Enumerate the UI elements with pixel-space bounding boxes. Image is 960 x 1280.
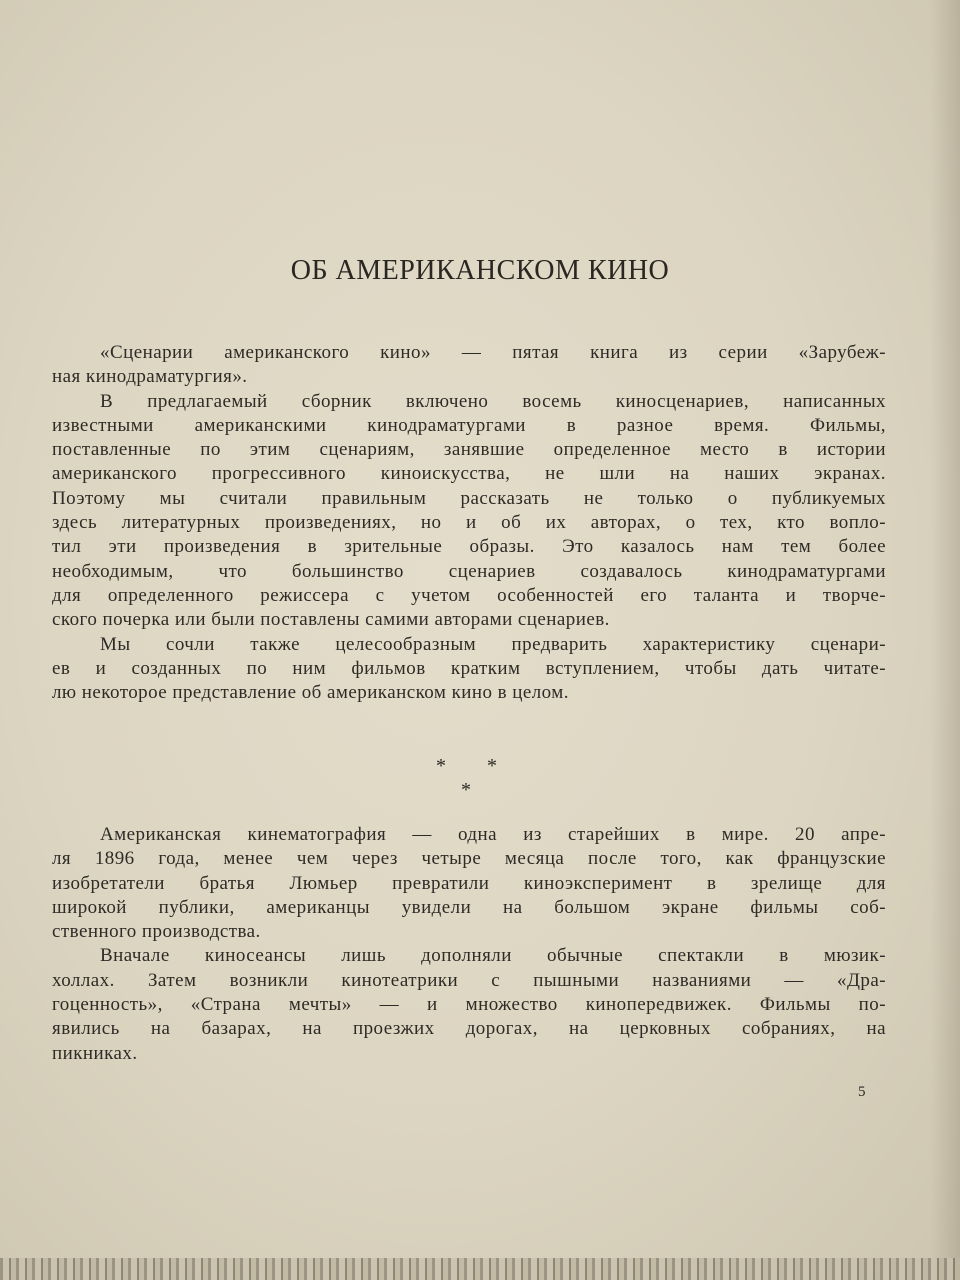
text-line: Поэтому мы считали правильным рассказать не только о публикуемых xyxy=(52,487,886,509)
asterisk-icon: * xyxy=(436,755,446,777)
text-line: тил эти произведения в зрительные образы. Это казалось нам тем более xyxy=(52,536,886,558)
text-line: Вначале киносеансы лишь дополняли обычные спектакли в мюзик- xyxy=(100,945,886,967)
text-line: холлах. Затем возникли кинотеатрики с пышными названиями — «Дра- xyxy=(52,969,886,991)
body-text xyxy=(52,823,886,1066)
asterisk-icon: * xyxy=(487,755,497,777)
text-line: гоценность», «Страна мечты» — и множество кинопередвижек. Фильмы по- xyxy=(52,994,886,1016)
page-number: 5 xyxy=(858,1084,866,1100)
asterisk-icon: * xyxy=(461,779,471,801)
text-line: пикниках. xyxy=(52,1042,138,1064)
text-line: явились на базарах, на проезжих дорогах, на церковных собраниях, на xyxy=(52,1018,886,1040)
text-line: ная кинодраматургия». xyxy=(52,366,248,388)
text-line: здесь литературных произведениях, но и об их авторах, о тех, кто вопло- xyxy=(52,512,886,534)
text-line: необходимым, что большинство сценариев создавалось кинодраматургами xyxy=(52,560,886,582)
text-line: изобретатели братья Люмьер превратили киноэксперимент в зрелище для xyxy=(52,872,886,894)
text-line: «Сценарии американского кино» — пятая книга из серии «Зарубеж- xyxy=(100,342,886,363)
chapter-title: ОБ АМЕРИКАНСКОМ КИНО xyxy=(290,255,670,286)
text-line: Американская кинематография — одна из старейших в мире. 20 апре- xyxy=(100,824,886,845)
text-line: поставленные по этим сценариям, занявшие определенное место в истории xyxy=(52,439,886,461)
text-line: для определенного режиссера с учетом особенностей его таланта и творче- xyxy=(52,584,886,606)
text-line: ев и созданных по ним фильмов кратким вступлением, чтобы дать читате- xyxy=(52,657,886,679)
text-line: ского почерка или были поставлены самими авторами сценариев. xyxy=(52,609,610,631)
intro-text xyxy=(52,341,886,705)
text-line: ля 1896 года, менее чем через четыре месяца после того, как французские xyxy=(52,848,886,870)
page-edge-shadow xyxy=(930,0,960,1280)
text-line: ственного производства. xyxy=(52,921,261,943)
text-line: широкой публики, американцы увидели на большом экране фильмы соб- xyxy=(52,896,886,918)
text-line: Мы сочли также целесообразным предварить характеристику сценари- xyxy=(100,633,886,655)
section-separator xyxy=(0,752,960,802)
text-line: американского прогрессивного киноискусства, не шли на наших экранах. xyxy=(52,463,886,485)
text-line: В предлагаемый сборник включено восемь киносценариев, написанных xyxy=(100,390,886,412)
text-line: известными американскими кинодраматургами в разное время. Фильмы, xyxy=(52,414,886,436)
text-line: лю некоторое представление об американском кино в целом. xyxy=(52,682,569,704)
page-stack-edge xyxy=(0,1258,960,1280)
